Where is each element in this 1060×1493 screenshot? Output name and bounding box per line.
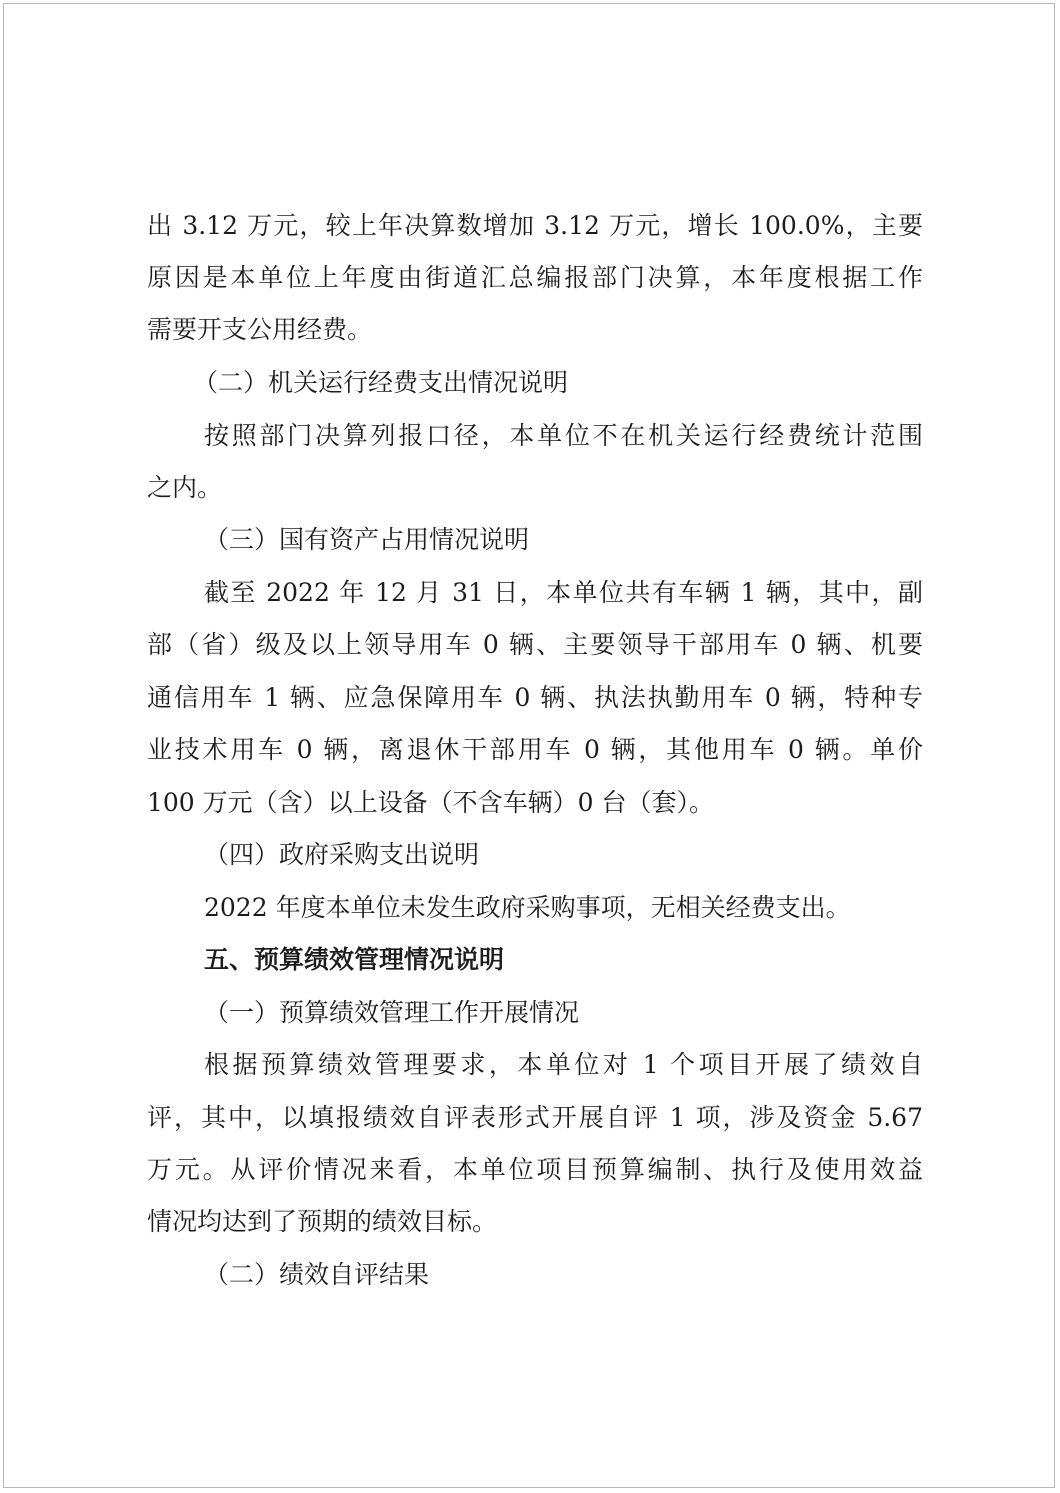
paragraph-line: 2022 年度本单位未发生政府采购事项，无相关经费支出。 bbox=[204, 893, 851, 922]
subsection-heading: （四）政府采购支出说明 bbox=[204, 840, 480, 869]
paragraph-line: 100 万元（含）以上设备（不含车辆）0 台（套）。 bbox=[147, 788, 715, 817]
section-heading: 五、预算绩效管理情况说明 bbox=[204, 945, 505, 974]
paragraph-line: 评，其中，以填报绩效自评表形式开展自评 1 项，涉及资金 5.67 bbox=[147, 1103, 923, 1132]
subsection-heading: （一）预算绩效管理工作开展情况 bbox=[204, 998, 580, 1027]
paragraph-line: 出 3.12 万元，较上年决算数增加 3.12 万元，增长 100.0%，主要 bbox=[147, 211, 923, 240]
paragraph-line: 情况均达到了预期的绩效目标。 bbox=[147, 1207, 498, 1236]
paragraph-line: 之内。 bbox=[147, 473, 223, 502]
page-frame bbox=[3, 3, 1055, 1488]
subsection-heading: （二）机关运行经费支出情况说明 bbox=[193, 368, 569, 397]
paragraph-line: 通信用车 1 辆、应急保障用车 0 辆、执法执勤用车 0 辆，特种专 bbox=[147, 683, 923, 712]
paragraph-line: 业技术用车 0 辆，离退休干部用车 0 辆，其他用车 0 辆。单价 bbox=[147, 735, 923, 764]
paragraph-line: 原因是本单位上年度由街道汇总编报部门决算，本年度根据工作 bbox=[147, 263, 923, 292]
paragraph-line: 按照部门决算列报口径，本单位不在机关运行经费统计范围 bbox=[204, 421, 923, 450]
paragraph-line: 部（省）级及以上领导用车 0 辆、主要领导干部用车 0 辆、机要 bbox=[147, 630, 923, 659]
paragraph-line: 万元。从评价情况来看，本单位项目预算编制、执行及使用效益 bbox=[147, 1155, 923, 1184]
paragraph-line: 根据预算绩效管理要求，本单位对 1 个项目开展了绩效自 bbox=[204, 1050, 923, 1079]
paragraph-line: 截至 2022 年 12 月 31 日，本单位共有车辆 1 辆，其中，副 bbox=[204, 578, 923, 607]
subsection-heading: （三）国有资产占用情况说明 bbox=[204, 525, 530, 554]
paragraph-line: 需要开支公用经费。 bbox=[147, 315, 373, 344]
subsection-heading: （二）绩效自评结果 bbox=[204, 1260, 430, 1289]
